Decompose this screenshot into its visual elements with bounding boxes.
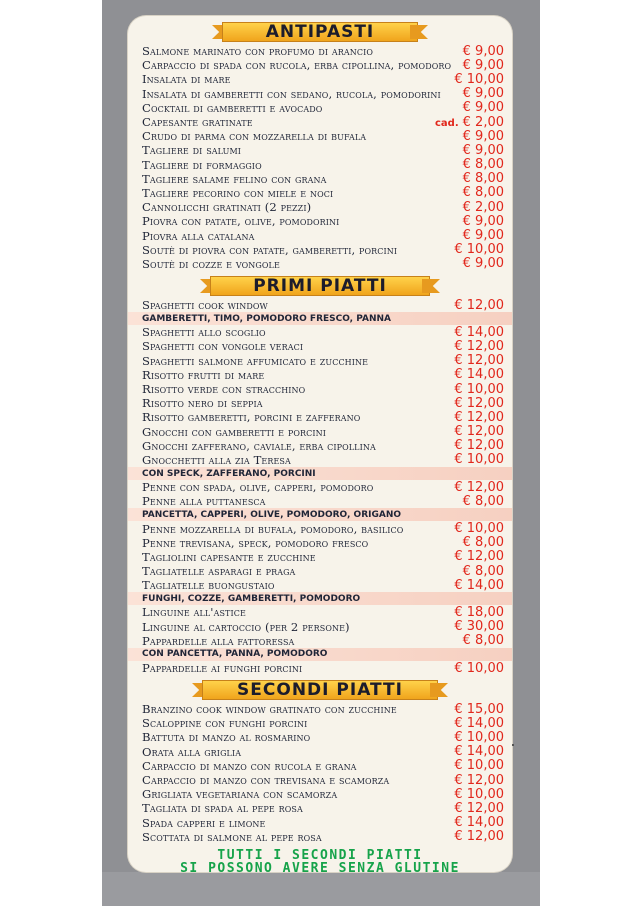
menu-item: [128, 186, 512, 200]
dish-description-text: FUNGHI, COZZE, GAMBERETTI, POMODORO: [142, 593, 361, 604]
price-value: € 9,00: [462, 57, 504, 73]
menu-item: [128, 702, 512, 716]
menu-item: [128, 453, 512, 467]
page-margin-right: [540, 0, 640, 906]
menu-item: [128, 494, 512, 508]
price-value: € 14,00: [454, 324, 504, 340]
menu-item-price: [454, 367, 504, 382]
menu-item: [128, 410, 512, 424]
price-value: € 10,00: [454, 786, 504, 802]
menu-item-name: Pappardelle ai funghi porcini: [142, 661, 303, 676]
menu-item: [128, 396, 512, 410]
menu-item-price: [463, 157, 504, 172]
menu-item-name: Tagliere pecorino con miele e noci: [142, 185, 334, 200]
menu-item-name: Scaloppine con funghi porcini: [142, 716, 308, 731]
menu-item-name: Carpaccio di spada con rucola, erba cipollina, pomodoro: [142, 58, 452, 73]
menu-item: [128, 200, 512, 214]
price-value: € 12,00: [454, 829, 504, 845]
menu-item-name: Branzino cook window gratinato con zucchine: [142, 702, 397, 717]
menu-item-price: [454, 578, 504, 593]
menu-item-price: [454, 702, 504, 717]
price-value: € 8,00: [462, 171, 504, 187]
price-value: € 12,00: [454, 395, 504, 411]
antipasti-section: [128, 20, 512, 271]
menu-item: [128, 830, 512, 844]
menu-item-name: Crudo di parma con mozzarella di bufala: [142, 129, 367, 144]
dish-description: [128, 648, 512, 661]
menu-item-name: Spaghetti cook window: [142, 298, 268, 313]
price-value: € 14,00: [454, 815, 504, 831]
menu-item-price: [454, 438, 504, 453]
price-value: € 9,00: [462, 128, 504, 144]
menu-item-price: [454, 325, 504, 340]
menu-item-price: [463, 185, 504, 200]
menu-item: [128, 480, 512, 494]
menu-item-price: [454, 829, 504, 844]
price-value: € 9,00: [462, 86, 504, 102]
menu-item-name: Battuta di manzo al rosmarino: [142, 730, 311, 745]
menu-item-price: [463, 100, 504, 115]
menu-item: [128, 716, 512, 730]
menu-item: [128, 745, 512, 759]
menu-item-price: [454, 716, 504, 731]
menu-item-name: Cocktail di gamberetti e avocado: [142, 100, 323, 115]
menu-item-name: Spaghetti con vongole veraci: [142, 339, 304, 354]
price-value: € 8,00: [462, 493, 504, 509]
menu-item-price: [454, 353, 504, 368]
price-value: € 12,00: [454, 338, 504, 354]
menu-item: [128, 368, 512, 382]
menu-item: [128, 578, 512, 592]
menu-item: [128, 243, 512, 257]
menu-item-name: Penne trevisana, speck, pomodoro fresco: [142, 535, 369, 550]
menu-item-price: [435, 115, 504, 130]
menu-item: [128, 661, 512, 675]
menu-item-name: Gnocchetti alla zia Teresa: [142, 452, 291, 467]
secondi-banner: [202, 678, 438, 702]
dish-description: [128, 467, 512, 480]
price-value: € 10,00: [454, 452, 504, 468]
menu-item-price: [454, 815, 504, 830]
dish-description: [128, 312, 512, 325]
menu-item: [128, 129, 512, 143]
menu-item: [128, 536, 512, 550]
price-value: € 14,00: [454, 577, 504, 593]
price-value: € 10,00: [454, 71, 504, 87]
menu-item: [128, 228, 512, 242]
menu-item-name: Linguine all'astice: [142, 605, 246, 620]
dish-description-text: CON SPECK, ZAFFERANO, PORCINI: [142, 468, 316, 479]
menu-item: [128, 816, 512, 830]
price-prefix: cad.: [435, 117, 459, 129]
menu-item-name: Penne alla puttanesca: [142, 494, 266, 509]
stray-mark: [512, 744, 514, 746]
price-value: € 9,00: [462, 100, 504, 116]
menu-item-price: [463, 44, 504, 59]
menu-item-name: Risotto nero di seppia: [142, 396, 263, 411]
price-value: € 9,00: [462, 43, 504, 59]
menu-item-price: [454, 410, 504, 425]
menu-item-name: Risotto frutti di mare: [142, 367, 265, 382]
menu-item-price: [454, 773, 504, 788]
price-value: € 2,00: [462, 114, 504, 130]
menu-item-name: Orata alla griglia: [142, 744, 242, 759]
menu-item: [128, 787, 512, 801]
menu-item-name: Tagliatelle asparagi e praga: [142, 564, 296, 579]
price-value: € 10,00: [454, 381, 504, 397]
menu-item-price: [463, 200, 504, 215]
menu-item-name: Capesante gratinate: [142, 115, 253, 130]
price-value: € 10,00: [454, 660, 504, 676]
menu-item-name: Spaghetti salmone affumicato e zucchine: [142, 353, 369, 368]
menu-item-name: Tagliolini capesante e zucchine: [142, 549, 316, 564]
menu-item: [128, 325, 512, 339]
menu-item-price: [454, 480, 504, 495]
menu-item-price: [454, 452, 504, 467]
price-value: € 12,00: [454, 438, 504, 454]
primi-title: PRIMI PIATTI: [253, 276, 387, 296]
menu-item-name: Piovra alla catalana: [142, 228, 255, 243]
menu-item-name: Spaghetti allo scoglio: [142, 325, 266, 340]
menu-item-price: [454, 605, 504, 620]
menu-item-price: [463, 143, 504, 158]
price-value: € 9,00: [462, 213, 504, 229]
price-value: € 30,00: [454, 619, 504, 635]
price-value: € 9,00: [462, 142, 504, 158]
price-value: € 8,00: [462, 535, 504, 551]
menu-item: [128, 339, 512, 353]
price-value: € 12,00: [454, 549, 504, 565]
menu-item: [128, 759, 512, 773]
menu-item: [128, 101, 512, 115]
menu-item-name: Tagliere salame felino con grana: [142, 171, 327, 186]
menu-item-name: Insalata di mare: [142, 72, 231, 87]
price-value: € 9,00: [462, 228, 504, 244]
price-value: € 10,00: [454, 729, 504, 745]
price-value: € 14,00: [454, 367, 504, 383]
menu-item-price: [463, 214, 504, 229]
dish-description-text: CON PANCETTA, PANNA, POMODORO: [142, 649, 328, 660]
price-value: € 14,00: [454, 744, 504, 760]
menu-item: [128, 115, 512, 129]
primi-section: [128, 274, 512, 675]
menu-item: [128, 214, 512, 228]
menu-item-name: Pappardelle alla fattoressa: [142, 633, 295, 648]
price-value: € 18,00: [454, 604, 504, 620]
dish-description-text: GAMBERETTI, TIMO, POMODORO FRESCO, PANNA: [142, 313, 392, 324]
menu-item-price: [454, 298, 504, 313]
menu-item-price: [463, 58, 504, 73]
price-value: € 9,00: [462, 256, 504, 272]
menu-item: [128, 801, 512, 815]
menu-item-price: [454, 619, 504, 634]
price-value: € 15,00: [454, 701, 504, 717]
menu-item-name: Penne con spada, olive, capperi, pomodoro: [142, 480, 374, 495]
menu-item-price: [454, 382, 504, 397]
menu-item-name: Tagliere di salumi: [142, 143, 242, 158]
secondi-title: SECONDI PIATTI: [237, 680, 403, 700]
menu-item: [128, 143, 512, 157]
menu-item-name: Tagliata di spada al pepe rosa: [142, 801, 303, 816]
price-value: € 12,00: [454, 297, 504, 313]
menu-item: [128, 773, 512, 787]
menu-item-name: Risotto gamberetti, porcini e zafferano: [142, 410, 361, 425]
menu-item-name: Carpaccio di manzo con trevisana e scamorza: [142, 773, 390, 788]
menu-item-price: [454, 787, 504, 802]
menu-item: [128, 172, 512, 186]
menu-item-price: [454, 801, 504, 816]
price-value: € 12,00: [454, 772, 504, 788]
menu-item-price: [454, 744, 504, 759]
primi-banner: [210, 274, 430, 298]
price-value: € 12,00: [454, 479, 504, 495]
menu-item-name: Risotto verde con stracchino: [142, 382, 306, 397]
menu-item-name: Grigliata vegetariana con scamorza: [142, 787, 338, 802]
menu-item: [128, 634, 512, 648]
menu-item: [128, 158, 512, 172]
menu-item-price: [454, 242, 504, 257]
price-value: € 8,00: [462, 563, 504, 579]
dish-description: [128, 592, 512, 605]
price-value: € 12,00: [454, 800, 504, 816]
menu-item-price: [463, 129, 504, 144]
menu-item-name: Cannolicchi gratinati (2 pezzi): [142, 200, 312, 215]
menu-item-price: [454, 72, 504, 87]
menu-item-price: [454, 730, 504, 745]
price-value: € 8,00: [462, 157, 504, 173]
price-value: € 8,00: [462, 633, 504, 649]
menu-item-price: [463, 256, 504, 271]
menu-item: [128, 564, 512, 578]
menu-item: [128, 550, 512, 564]
menu-item-name: Penne mozzarella di bufala, pomodoro, basilico: [142, 521, 404, 536]
menu-item-price: [454, 758, 504, 773]
menu-item-price: [463, 494, 504, 509]
price-value: € 2,00: [462, 199, 504, 215]
dish-description-text: PANCETTA, CAPPERI, OLIVE, POMODORO, ORIGANO: [142, 509, 402, 520]
antipasti-list: [128, 44, 512, 271]
menu-item: [128, 58, 512, 72]
price-value: € 8,00: [462, 185, 504, 201]
menu-item-price: [463, 633, 504, 648]
menu-item: [128, 730, 512, 744]
menu-item: [128, 354, 512, 368]
menu-item-price: [463, 171, 504, 186]
menu-item-name: Linguine al cartoccio (per 2 persone): [142, 619, 350, 634]
menu-item-name: Gnocchi zafferano, caviale, erba cipollina: [142, 438, 376, 453]
menu-item: [128, 44, 512, 58]
price-value: € 14,00: [454, 715, 504, 731]
menu-item-name: Soutè di piovra con patate, gamberetti, porcini: [142, 242, 398, 257]
menu-item-name: Gnocchi con gamberetti e porcini: [142, 424, 326, 439]
menu-item-name: Insalata di gamberetti con sedano, rucola, pomodorini: [142, 86, 441, 101]
price-value: € 10,00: [454, 521, 504, 537]
menu-item-name: Spada capperi e limone: [142, 815, 266, 830]
menu-item-name: Tagliere di formaggio: [142, 157, 262, 172]
menu-item-price: [463, 564, 504, 579]
page-margin-left: [0, 0, 102, 906]
gluten-free-note-line-1: TUTTI I SECONDI PIATTI: [217, 848, 423, 863]
menu-item-name: Soutè di cozze e vongole: [142, 256, 280, 271]
menu-item-name: Scottata di salmone al pepe rosa: [142, 829, 322, 844]
secondi-list: [128, 702, 512, 844]
menu-item: [128, 382, 512, 396]
price-value: € 12,00: [454, 409, 504, 425]
menu-item-price: [454, 549, 504, 564]
backdrop-bottom-strip: [102, 872, 540, 906]
menu-item: [128, 298, 512, 312]
menu-item-price: [463, 535, 504, 550]
menu-item-price: [454, 396, 504, 411]
menu-item: [128, 605, 512, 619]
menu-item: [128, 521, 512, 535]
gluten-free-note-line-2: SI POSSONO AVERE SENZA GLUTINE: [180, 861, 460, 872]
antipasti-banner: [222, 20, 418, 44]
dish-description: [128, 508, 512, 521]
price-value: € 10,00: [454, 758, 504, 774]
menu-item: [128, 620, 512, 634]
menu-item-price: [463, 228, 504, 243]
menu-item-name: Piovra con patate, olive, pomodorini: [142, 214, 340, 229]
primi-list: [128, 298, 512, 675]
antipasti-title: ANTIPASTI: [265, 22, 375, 42]
menu-item-price: [454, 424, 504, 439]
price-value: € 10,00: [454, 242, 504, 258]
menu-item: [128, 425, 512, 439]
menu-card: [128, 16, 512, 872]
menu-item-name: Salmone marinato con profumo di arancio: [142, 44, 374, 59]
secondi-section: [128, 678, 512, 844]
menu-item-name: Tagliatelle buongustaio: [142, 578, 275, 593]
menu-item-price: [454, 661, 504, 676]
menu-item: [128, 87, 512, 101]
menu-item-price: [454, 339, 504, 354]
menu-item-price: [463, 86, 504, 101]
menu-item: [128, 439, 512, 453]
menu-item-price: [454, 521, 504, 536]
price-value: € 12,00: [454, 353, 504, 369]
menu-item-name: Carpaccio di manzo con rucola e grana: [142, 758, 357, 773]
price-value: € 12,00: [454, 424, 504, 440]
menu-item: [128, 257, 512, 271]
menu-item: [128, 72, 512, 86]
